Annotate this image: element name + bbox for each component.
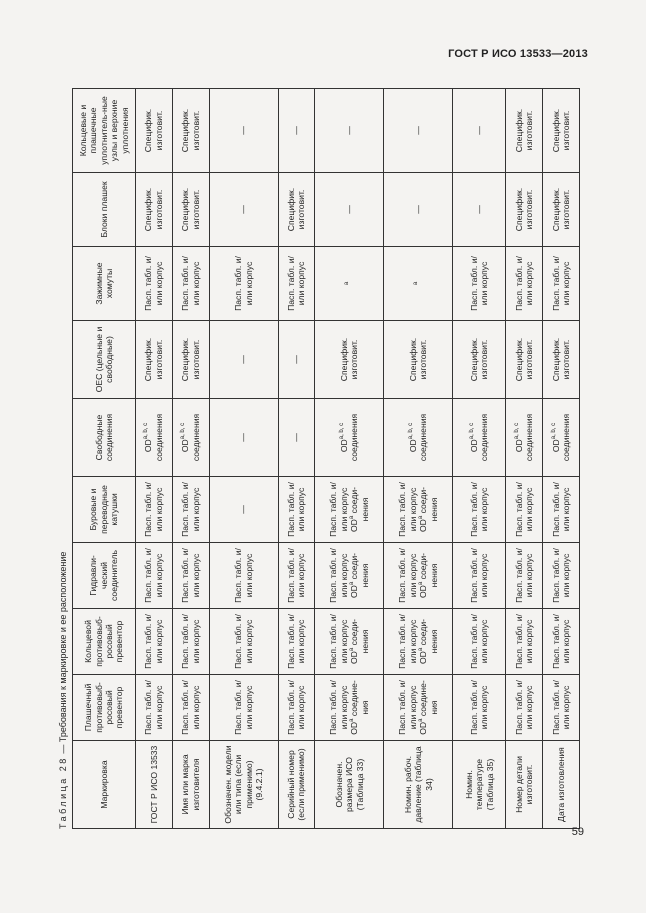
table-cell: Пасп. табл. и/или корпус <box>506 247 543 321</box>
table-cell: Специфик. изготовит. <box>543 173 580 247</box>
table-cell: Специфик. изготовит. <box>136 89 173 173</box>
table-cell: Пасп. табл. и/или корпус <box>453 543 506 609</box>
page-number: 59 <box>571 826 584 838</box>
column-header: Плашечный противовыб-росовый превентор <box>73 675 136 741</box>
table-row <box>209 89 278 829</box>
table-cell: Специфик. изготовит. <box>136 321 173 399</box>
table-cell: Специфик. изготовит. <box>543 321 580 399</box>
table-cell: Специфик. изготовит. <box>453 321 506 399</box>
table-cell: Пасп. табл. и/или корпус <box>506 543 543 609</box>
table-cell: Пасп. табл. и/или корпус <box>506 675 543 741</box>
table-row <box>453 89 506 829</box>
table-cell: Пасп. табл. и/или корпус <box>278 477 315 543</box>
table-cell: Пасп. табл. и/или корпус <box>136 609 173 675</box>
table-cell: Пасп. табл. и/или корпус <box>172 609 209 675</box>
table-cell: Пасп. табл. и/или корпус $OD^a$ соеди-нения <box>384 609 453 675</box>
table-cell: Пасп. табл. и/или корпус <box>278 675 315 741</box>
table-cell: — <box>209 173 278 247</box>
table-cell: Пасп. табл. и/или корпус <box>278 247 315 321</box>
marking-requirements-table <box>72 88 580 829</box>
table-cell: Специфик. изготовит. <box>172 321 209 399</box>
table-cell: OD$^{a, b, c}$ соединения <box>136 399 173 477</box>
table-cell: Пасп. табл. и/или корпус <box>209 675 278 741</box>
table-cell: Пасп. табл. и/или корпус $OD^a$ соедине-ния <box>315 675 384 741</box>
table-cell: Пасп. табл. и/или корпус <box>172 247 209 321</box>
table-cell: Пасп. табл. и/или корпус <box>136 477 173 543</box>
table-cell: Пасп. табл. и/или корпус <box>506 477 543 543</box>
table-cell: — <box>315 89 384 173</box>
column-header: ОЕС (цельные и свободные) <box>73 321 136 399</box>
table-cell: OD$^{a, b, c}$ соединения <box>453 399 506 477</box>
table-cell: OD$^{a, b, c}$ соединения <box>506 399 543 477</box>
table-cell: Пасп. табл. и/или корпус <box>136 543 173 609</box>
table-cell: Пасп. табл. и/или корпус <box>543 477 580 543</box>
table-cell: Пасп. табл. и/или корпус <box>209 247 278 321</box>
table-cell: Специфик. изготовит. <box>315 321 384 399</box>
marking-name-cell: Серийный номер (если применимо) <box>278 741 315 829</box>
table-cell: Пасп. табл. и/или корпус <box>543 609 580 675</box>
table-caption <box>58 552 68 829</box>
table-cell: OD$^{a, b, c}$ соединения <box>384 399 453 477</box>
column-header: Кольцевой противовыб-росовый превентор <box>73 609 136 675</box>
table-cell: Специфик. изготовит. <box>278 173 315 247</box>
table-cell: — <box>278 321 315 399</box>
table-row <box>506 89 543 829</box>
column-header: Кольцевые и плашечные уплотнитель-ные узлы и верхние уплотнения <box>73 89 136 173</box>
table-cell: Пасп. табл. и/или корпус <box>543 675 580 741</box>
table-cell: — <box>209 477 278 543</box>
table-cell: Пасп. табл. и/или корпус <box>453 675 506 741</box>
table-cell: Пасп. табл. и/или корпус <box>453 477 506 543</box>
marking-name-cell: Номин. рабоч. давление (таблица 34) <box>384 741 453 829</box>
table-body <box>136 89 580 829</box>
table-cell: OD$^{a, b, c}$ соединения <box>315 399 384 477</box>
table-cell: — <box>209 321 278 399</box>
table-cell: Специфик. изготовит. <box>506 173 543 247</box>
table-cell: Пасп. табл. и/или корпус <box>543 247 580 321</box>
table-cell: Специфик. изготовит. <box>543 89 580 173</box>
table-cell: — <box>453 89 506 173</box>
table-cell: Пасп. табл. и/или корпус <box>136 675 173 741</box>
table-cell: Пасп. табл. и/или корпус $OD^a$ соеди-нения <box>315 543 384 609</box>
marking-name-cell: Имя или марка изготовителя <box>172 741 209 829</box>
table-cell: Пасп. табл. и/или корпус <box>278 609 315 675</box>
column-header: Свободные соединения <box>73 399 136 477</box>
table-cell: Специфик. изготовит. <box>172 89 209 173</box>
table-cell: Специфик. изготовит. <box>172 173 209 247</box>
table-cell: Специфик. изготовит. <box>384 321 453 399</box>
marking-name-cell: Дата изготовления <box>543 741 580 829</box>
table-cell: Специфик. изготовит. <box>506 321 543 399</box>
table-cell: Пасп. табл. и/или корпус <box>172 543 209 609</box>
marking-name-cell: Обозначен. размера ИСО (Таблица 33) <box>315 741 384 829</box>
table-cell: Пасп. табл. и/или корпус <box>209 609 278 675</box>
table-cell: Пасп. табл. и/или корпус <box>453 609 506 675</box>
table-cell: — <box>315 173 384 247</box>
table-cell: Специфик. изготовит. <box>506 89 543 173</box>
column-header: Зажимные хомуты <box>73 247 136 321</box>
table-cell: Пасп. табл. и/или корпус $OD^a$ соедине-ния <box>384 675 453 741</box>
rotated-table-block <box>58 89 580 829</box>
column-header: Блоки плашек <box>73 173 136 247</box>
table-cell: Пасп. табл. и/или корпус $OD^a$ соеди-нения <box>384 477 453 543</box>
table-cell: Пасп. табл. и/или корпус <box>278 543 315 609</box>
table-cell: — <box>384 173 453 247</box>
table-cell: Пасп. табл. и/или корпус <box>209 543 278 609</box>
table-header-row <box>73 89 136 829</box>
column-header: Буровые и переводные катушки <box>73 477 136 543</box>
table-cell: OD$^{a, b, c}$ соединения <box>543 399 580 477</box>
table-caption-separator: — <box>58 742 68 757</box>
marking-name-cell: Номер детали изготовит. <box>506 741 543 829</box>
table-row <box>315 89 384 829</box>
table-cell: — <box>209 399 278 477</box>
marking-name-cell: Обозначен. модели или типа (если применимо) (9.4.2.1) <box>209 741 278 829</box>
table-cell: Пасп. табл. и/или корпус <box>172 675 209 741</box>
table-caption-text: Требования к маркировке и ее расположение <box>58 551 68 743</box>
table-cell: a <box>384 247 453 321</box>
table-row <box>172 89 209 829</box>
table-cell: Пасп. табл. и/или корпус $OD^a$ соеди-нения <box>315 609 384 675</box>
table-cell: OD$^{a, b, c}$ соединения <box>172 399 209 477</box>
marking-name-cell: Номин. температуре (Таблица 35) <box>453 741 506 829</box>
table-cell: — <box>278 89 315 173</box>
column-header: Гидравли-ческий соединитель <box>73 543 136 609</box>
table-cell: Пасп. табл. и/или корпус <box>453 247 506 321</box>
table-caption-label: Таблица 28 <box>58 756 68 829</box>
table-row <box>384 89 453 829</box>
table-cell: a <box>315 247 384 321</box>
table-cell: Пасп. табл. и/или корпус <box>136 247 173 321</box>
table-cell: Пасп. табл. и/или корпус <box>543 543 580 609</box>
table-row <box>543 89 580 829</box>
table-cell: — <box>384 89 453 173</box>
table-row <box>136 89 173 829</box>
table-cell: — <box>209 89 278 173</box>
document-id: ГОСТ Р ИСО 13533—2013 <box>448 48 588 60</box>
table-cell: — <box>278 399 315 477</box>
table-cell: Специфик. изготовит. <box>136 173 173 247</box>
table-cell: Пасп. табл. и/или корпус $OD^a$ соеди-нения <box>315 477 384 543</box>
table-cell: — <box>453 173 506 247</box>
table-row <box>278 89 315 829</box>
marking-name-cell: ГОСТ Р ИСО 13533 <box>136 741 173 829</box>
table-cell: Пасп. табл. и/или корпус $OD^a$ соеди-нения <box>384 543 453 609</box>
table-cell: Пасп. табл. и/или корпус <box>172 477 209 543</box>
table-cell: Пасп. табл. и/или корпус <box>506 609 543 675</box>
column-header: Маркировка <box>73 741 136 829</box>
